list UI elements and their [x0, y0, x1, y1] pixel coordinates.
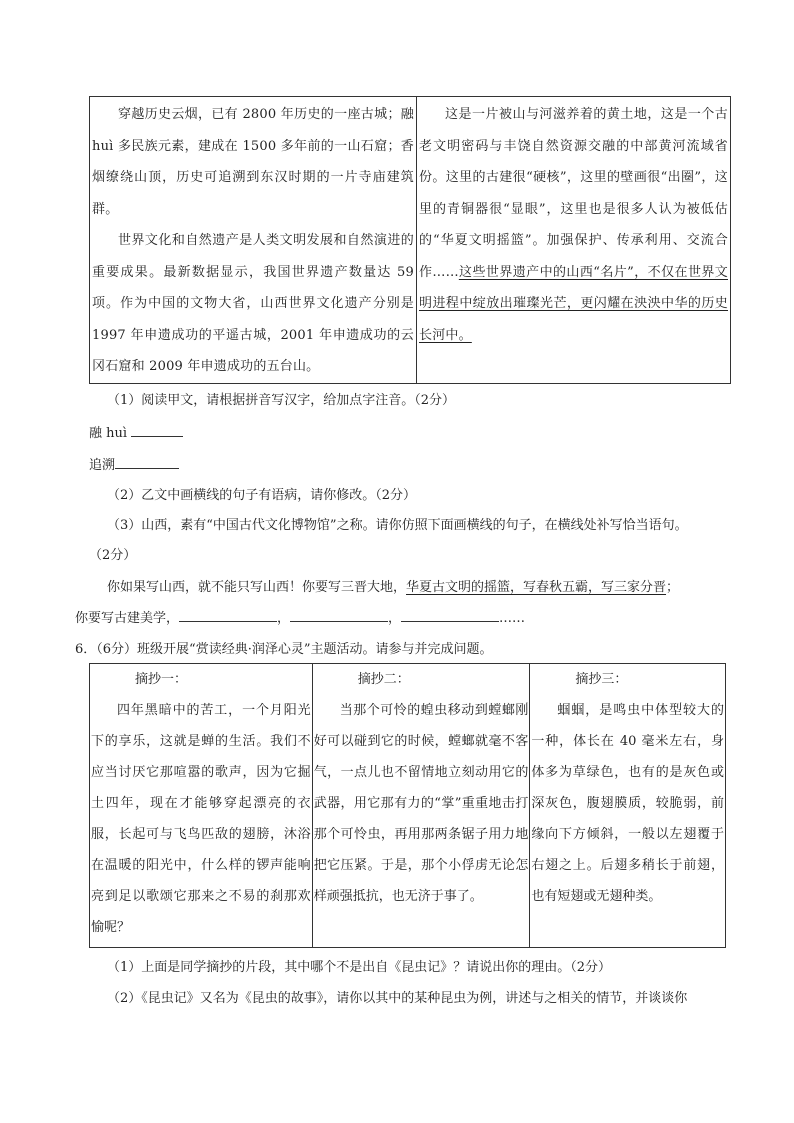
passage-jia-cell: [90, 97, 417, 384]
q6-sub1: （1）上面是同学摘抄的片段，其中哪个不是出自《昆虫记》？请说出你的理由。（2分）: [107, 960, 612, 975]
q3-score: （2分）: [89, 548, 137, 563]
passage-yi-plain: 这是一片被山与河滋养着的黄土地，这是一个古老文明密码与丰饶自然资源交融的中部黄河流域省份。这里的古建很“硬核”，这里的壁画很“出圈”，这里的青铜器很“显眼”，这里也是很多人认为被低估的“华夏文明摇篮”。加强保护、传承利用、交流合作……: [419, 107, 728, 280]
q2-prompt: （2）乙文中画横线的句子有语病，请你修改。（2分）: [107, 488, 417, 503]
q3-prompt: （3）山西，素有“中国古代文化博物馆”之称。请你仿照下面画横线的句子，在横线处补写恰当语句。: [107, 518, 688, 533]
q3-example: [107, 576, 679, 595]
q6-sub2: （2）《昆虫记》又名为《昆虫的故事》，请你以其中的某种昆虫为例，讲述与之相关的情节，并谈谈你: [107, 991, 688, 1006]
q1-item2-label: 追溯: [89, 458, 116, 473]
q3-answer-blank-3[interactable]: [401, 607, 499, 622]
passage-jia-p1: 穿越历史云烟，已有 2800 年历史的一座古城；融 huì 多民族元素，建成在 1500 多年前的一山石窟；香烟缭绕山顶，历史可追溯到东汉时期的一片寺庙建筑群。: [92, 107, 414, 217]
excerpt-1-head: 摘抄一：: [135, 672, 188, 687]
excerpt-2-cell: [312, 664, 530, 948]
q3-example-end: ；: [666, 580, 680, 595]
q3-ellipsis: ……: [499, 611, 526, 626]
q3-example-plain: 你如果写山西，就不能只写山西！你要写三晋大地，: [107, 580, 407, 595]
q3-answer-blank-1[interactable]: [179, 607, 277, 622]
passage-yi-p1: [419, 99, 728, 351]
excerpt-2-head: 摘抄二：: [357, 672, 410, 687]
q3-comma-1: ，: [277, 611, 291, 626]
excerpt-table: [89, 663, 726, 948]
passage-yi-underlined-sentence: 这些世界遗产中的山西“名片”，不仅在世界文明进程中绽放出璀璨光芒，更闪耀在泱泱中华的历史长河中。: [419, 264, 728, 343]
q1-prompt: （1）阅读甲文，请根据拼音写汉字，给加点字注音。（2分）: [107, 393, 456, 408]
passage-yi-cell: [417, 97, 731, 384]
excerpt-3-cell: [530, 664, 726, 948]
excerpt-3-text: 蝈蝈，是鸣虫中体型较大的一种，体长在 40 毫米左右，身体多为草绿色，也有的是灰色或深灰色，腹翅膜质，较脆弱，前缘向下方倾斜，一般以左翅覆于右翅之上。后翅多稍长于前翅，也有短翅或无翅种类。: [531, 703, 724, 904]
q3-answer-blank-2[interactable]: [290, 607, 388, 622]
q1-item2-answer-blank[interactable]: [115, 454, 179, 469]
passage-jia-p2: 世界文化和自然遗产是人类文明发展和自然演进的重要成果。最新数据显示，我国世界遗产数量达 59 项。作为中国的文物大省，山西世界文化遗产分别是 1997 年申遗成功的平遥古城，2001 年申遗成功的云冈石窟和 2009 年申遗成功的五台山。: [92, 233, 414, 374]
excerpt-1-text: 四年黑暗中的苦工，一个月阳光下的享乐，这就是蝉的生活。我们不应当讨厌它那喧嚣的歌声，因为它掘土四年，现在才能够穿起漂亮的衣服，长起可与飞鸟匹敌的翅膀，沐浴在温暖的阳光中，什么样的锣声能响亮到足以歌颂它那来之不易的刹那欢愉呢？: [91, 703, 311, 935]
q6-title: 6．（6分）班级开展“赏读经典·润泽心灵”主题活动。请参与并完成问题。: [75, 642, 493, 657]
q1-item2: [89, 454, 179, 473]
q3-line2-start: 你要写古建美学，: [75, 611, 180, 626]
excerpt-2-text: 当那个可怜的蝗虫移动到螳螂刚好可以碰到它的时候，螳螂就毫不客气，一点儿也不留情地立刻动用它的武器，用它那有力的“掌”重重地击打那个可怜虫，再用那两条锯子用力地把它压紧。于是，那个小俘虏无论怎样顽强抵抗，也无济于事了。: [313, 703, 529, 904]
passage-table: [89, 96, 731, 384]
q1-item1-label: 融 huì: [89, 426, 128, 441]
q1-item1: [89, 422, 183, 441]
excerpt-1-cell: [90, 664, 313, 948]
q3-fill-line: [75, 607, 525, 626]
q1-item1-answer-blank[interactable]: [131, 422, 183, 437]
q3-comma-2: ，: [388, 611, 402, 626]
excerpt-3-head: 摘抄三：: [575, 672, 628, 687]
q3-example-underlined: 华夏古文明的摇篮，写春秋五霸，写三家分晋: [406, 580, 667, 595]
